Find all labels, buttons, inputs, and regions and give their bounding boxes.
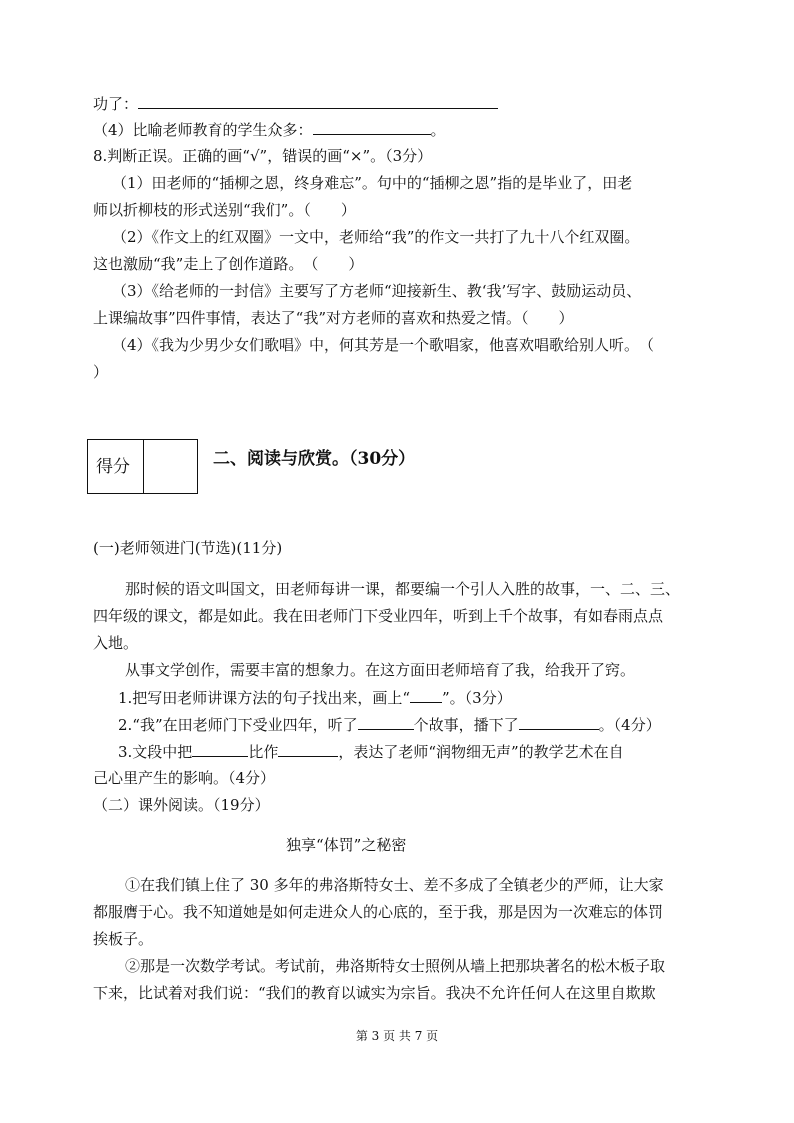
story-p1-line2: 都服膺于心。我不知道她是如何走进众人的心底的，至于我，那是因为一次难忘的体罚 [93,903,664,921]
part1-q2-suffix: 。（4分） [598,716,661,734]
part1-q3-line2: 己心里产生的影响。（4分） [93,769,276,787]
score-box [87,439,198,494]
part1-q2-text: 2.“我”在田老师门下受业四年，听了 [118,716,358,734]
part1-q1-suffix: ”。（3分） [441,689,512,707]
q8-item4-line2: ） [93,363,109,381]
part1-p1-line2: 四年级的课文，都是如此。我在田老师门下受业四年，听到上千个故事，有如春雨点点 [93,607,664,625]
q8-item1-line2: 师以折柳枝的形式送别“我们”。（ ） [93,201,356,219]
part1-q2 [118,714,661,735]
story-p2-line1: ②那是一次数学考试。考试前，弗洛斯特女士照例从墙上把那块著名的松木板子取 [125,957,666,975]
part1-q1 [118,687,512,708]
part1-q1-text: 1.把写田老师讲课方法的句子找出来，画上“ [118,689,410,707]
q7-tail-blank [138,93,498,109]
q8-title: 8.判断正误。正确的画“√”，错误的画“×”。（3分） [93,147,433,165]
part1-q3-blank1 [192,741,248,757]
q7-tail-line [93,93,498,114]
story-p2-line2: 下来，比试着对我们说：“我们的教育以诚实为宗旨。我决不允许任何人在这里自欺欺 [93,984,656,1002]
part1-q2-blank1 [358,714,414,730]
part1-q3-blank2 [278,741,338,757]
story-title: 独享“体罚”之秘密 [286,836,407,854]
q7-item4-text: （4）比喻老师教育的学生众多： [93,121,313,139]
q8-item3-line1: （3）《给老师的一封信》主要写了方老师“迎接新生、教‘我’写字、鼓励运动员、 [112,282,642,300]
q8-item2-line1: （2）《作文上的红双圈》一文中，老师给“我”的作文一共打了九十八个红双圈。 [112,228,640,246]
score-label: 得分 [96,457,130,477]
part1-p1-line3: 入地。 [93,634,139,652]
part1-title: (一)老师领进门(节选)(11分) [93,539,283,557]
part1-q1-blank [410,687,442,703]
page-footer: 第 3 页 共 7 页 [355,1029,439,1043]
part1-p2: 从事文学创作，需要丰富的想象力。在这方面田老师培育了我，给我开了窍。 [125,661,636,679]
part1-q3-line1 [118,741,624,762]
score-box-divider [143,440,144,493]
q8-item4-line1: （4）《我为少男少女们歌唱》中，何其芳是一个歌唱家，他喜欢唱歌给别人听。 （ [112,336,655,354]
q8-item2-line2: 这也激励“我”走上了创作道路。 （ ） [93,255,364,273]
part1-q2-mid: 个故事，播下了 [413,716,519,734]
part1-q3-mid: 比作 [248,743,279,761]
q8-item3-line2: 上课编故事”四件事情，表达了“我”对方老师的喜欢和热爱之情。（ ） [93,309,574,327]
story-p1-line3: 挨板子。 [93,930,154,948]
part1-p1-line1: 那时候的语文叫国文，田老师每讲一课，都要编一个引人入胜的故事，一、二、三、 [125,580,681,598]
part1-q3-text: 3.文段中把 [118,743,193,761]
part2-title: （二）课外阅读。（19分） [93,796,270,814]
q7-tail-prefix: 功了： [93,95,139,113]
part1-q3-rest: ，表达了老师“润物细无声”的教学艺术在自 [338,743,624,761]
q8-item1-line1: （1）田老师的“插柳之恩，终身难忘”。句中的“插柳之恩”指的是毕业了，田老 [112,174,633,192]
q7-item4-blank [313,119,431,135]
q7-item4 [93,119,446,140]
story-p1-line1: ①在我们镇上住了 30 多年的弗洛斯特女士、差不多成了全镇老少的严师，让大家 [125,876,664,894]
part1-q2-blank2 [519,714,599,730]
q7-item4-suffix: 。 [430,121,446,139]
section2-title: 二、阅读与欣赏。（30分） [213,449,416,469]
